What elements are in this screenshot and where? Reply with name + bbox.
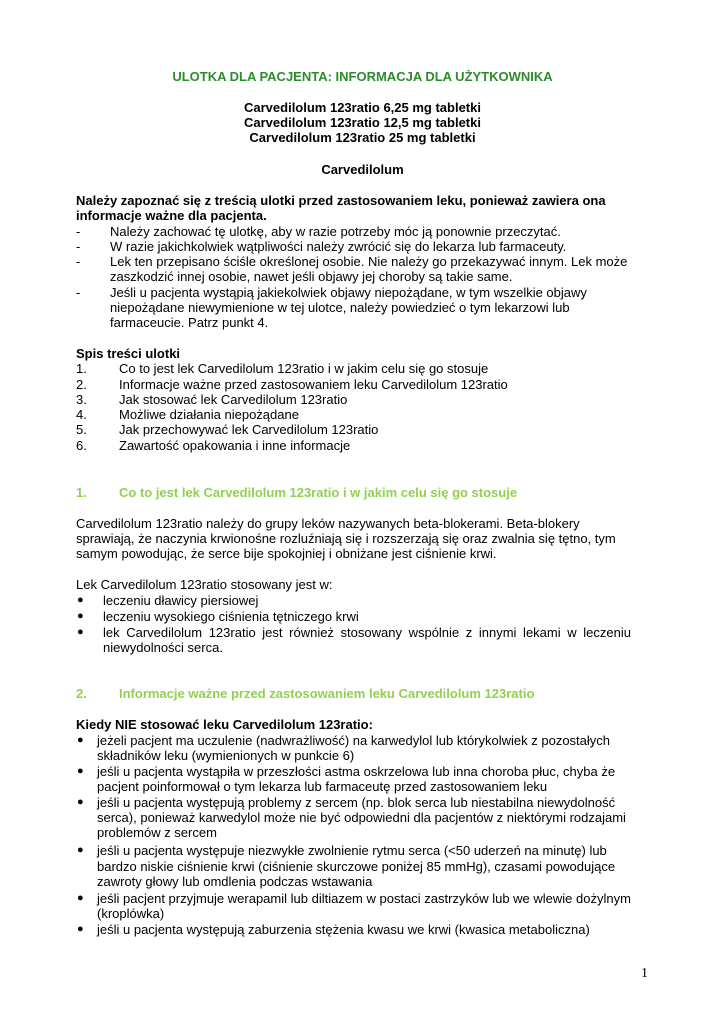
toc-item-number: 1. (76, 361, 87, 376)
usage-intro: Lek Carvedilolum 123ratio stosowany jest w: (76, 577, 333, 592)
bullet-marker: ● (77, 844, 84, 856)
contraindication-text: składników leku (wymienionych w punkcie 6) (97, 748, 355, 763)
product-name-12-5: Carvedilolum 123ratio 12,5 mg tabletki (244, 115, 481, 130)
section-1-paragraph-line: samym powodując, że serce bije spokojniej i obniżane jest ciśnienie krwi. (76, 546, 497, 561)
contraindication-text: jeśli pacjent przyjmuje werapamil lub diltiazem w postaci zastrzyków lub we wlewie dożylnym (97, 891, 631, 906)
intro-item-text: W razie jakichkolwiek wątpliwości należy zwrócić się do lekarza lub farmaceuty. (110, 239, 567, 254)
contraindication-text: jeśli u pacjenta występują zaburzenia stężenia kwasu we krwi (kwasica metaboliczna) (97, 922, 590, 937)
contraindication-text: jeśli u pacjenta występuje niezwykłe zwolnienie rytmu serca (<50 uderzeń na minutę) lub (97, 843, 607, 858)
bullet-marker: ● (77, 626, 84, 638)
contraindication-text: pacjent poinformował o tym lekarza lub farmaceutę przed zastosowaniem leku (97, 779, 548, 794)
toc-item-number: 2. (76, 377, 87, 392)
intro-item-text: zaszkodzić innej osobie, nawet jeśli objawy jej choroby są takie same. (110, 269, 513, 284)
contraindication-text: (kroplówka) (97, 906, 165, 921)
section-2-title: Informacje ważne przed zastosowaniem leku Carvedilolum 123ratio (119, 686, 535, 701)
active-substance: Carvedilolum (321, 162, 404, 177)
intro-warning-line-1: Należy zapoznać się z treścią ulotki przed zastosowaniem leku, ponieważ zawiera ona (76, 193, 606, 208)
dash-marker: - (76, 285, 81, 300)
bullet-marker: ● (77, 594, 84, 606)
bullet-marker: ● (77, 796, 84, 808)
bullet-marker: ● (77, 923, 84, 935)
contraindication-text: serca), ponieważ karwedylol może nie być odpowiedni dla pacjentów z niektórymi rodzajami (97, 810, 626, 825)
toc-item-number: 4. (76, 407, 87, 422)
leaflet-title: ULOTKA DLA PACJENTA: INFORMACJA DLA UŻYTKOWNIKA (172, 69, 553, 84)
section-2-number: 2. (76, 686, 87, 701)
toc-item-text: Co to jest lek Carvedilolum 123ratio i w jakim celu się go stosuje (119, 361, 489, 376)
intro-item-text: farmaceucie. Patrz punkt 4. (110, 315, 269, 330)
intro-item-text: Jeśli u pacjenta wystąpią jakiekolwiek objawy niepożądane, w tym wszelkie objawy (110, 285, 587, 300)
bullet-marker: ● (77, 610, 84, 622)
contraindication-text: jeśli u pacjenta wystąpiła w przeszłości astma oskrzelowa lub inna choroba płuc, chyba że (97, 764, 616, 779)
usage-item-text: niewydolności serca. (103, 640, 223, 655)
bullet-marker: ● (77, 765, 84, 777)
toc-item-number: 3. (76, 392, 87, 407)
section-1-title: Co to jest lek Carvedilolum 123ratio i w jakim celu się go stosuje (119, 485, 518, 500)
section-1-number: 1. (76, 485, 87, 500)
intro-item-text: Lek ten przepisano ściśle określonej osobie. Nie należy go przekazywać innym. Lek może (110, 254, 628, 269)
product-name-25: Carvedilolum 123ratio 25 mg tabletki (249, 130, 476, 145)
contraindications-title: Kiedy NIE stosować leku Carvedilolum 123ratio: (76, 717, 373, 732)
toc-title: Spis treści ulotki (76, 346, 181, 361)
usage-item-text: leczeniu wysokiego ciśnienia tętniczego krwi (103, 609, 359, 624)
contraindication-text: bardzo niskie ciśnienie krwi (ciśnienie skurczowe poniżej 85 mmHg), czasami powodujące (97, 859, 616, 874)
dash-marker: - (76, 224, 81, 239)
toc-item-text: Zawartość opakowania i inne informacje (119, 438, 351, 453)
toc-item-number: 6. (76, 438, 87, 453)
dash-marker: - (76, 239, 81, 254)
toc-item-text: Jak stosować lek Carvedilolum 123ratio (119, 392, 348, 407)
contraindication-text: problemów z sercem (97, 825, 217, 840)
section-1-paragraph-line: Carvedilolum 123ratio należy do grupy leków nazywanych beta-blokerami. Beta-blokery (76, 516, 580, 531)
toc-item-text: Możliwe działania niepożądane (119, 407, 299, 422)
product-name-6-25: Carvedilolum 123ratio 6,25 mg tabletki (244, 100, 481, 115)
bullet-marker: ● (77, 892, 84, 904)
contraindication-text: jeśli u pacjenta występują problemy z sercem (np. blok serca lub niestabilna niewydolność (97, 795, 616, 810)
toc-item-text: Informacje ważne przed zastosowaniem leku Carvedilolum 123ratio (119, 377, 508, 392)
page-number: 1 (641, 966, 648, 981)
intro-warning-line-2: informacje ważne dla pacjenta. (76, 208, 267, 223)
dash-marker: - (76, 254, 81, 269)
toc-item-number: 5. (76, 422, 87, 437)
contraindication-text: zawroty głowy lub omdlenia podczas wstawania (97, 874, 373, 889)
contraindication-text: jeżeli pacjent ma uczulenie (nadwrażliwość) na karwedylol lub którykolwiek z pozostałych (97, 733, 611, 748)
intro-item-text: Należy zachować tę ulotkę, aby w razie potrzeby móc ją ponownie przeczytać. (110, 224, 561, 239)
section-1-paragraph-line: sprawiają, że naczynia krwionośne rozluźniają się i rozszerzają się oraz zwalnia się tętno, tym (76, 531, 616, 546)
intro-item-text: niepożądane niewymienione w tej ulotce, należy powiedzieć o tym lekarzowi lub (110, 300, 570, 315)
usage-item-text: leczeniu dławicy piersiowej (103, 593, 259, 608)
toc-item-text: Jak przechowywać lek Carvedilolum 123ratio (119, 422, 379, 437)
bullet-marker: ● (77, 734, 84, 746)
usage-item-text: lek Carvedilolum 123ratio jest również stosowany wspólnie z innymi lekami w leczeniu (103, 625, 631, 640)
